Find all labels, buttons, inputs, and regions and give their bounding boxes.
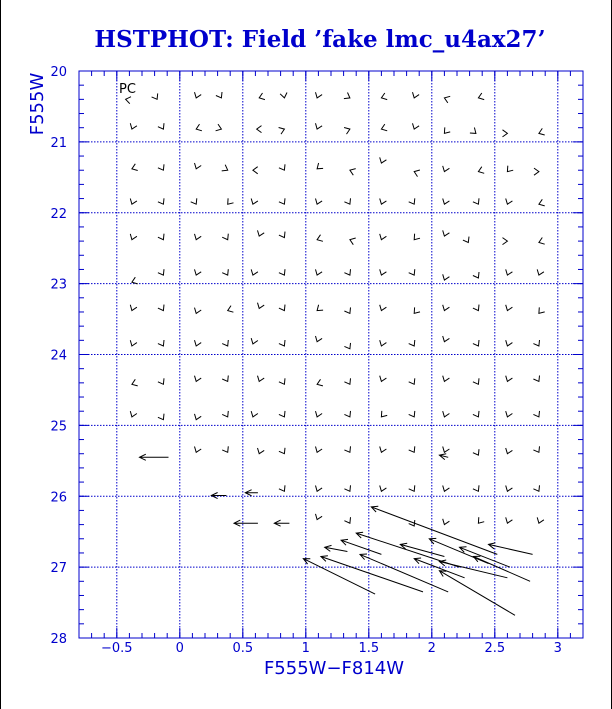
- vector-marker: [126, 97, 131, 104]
- vector-marker: [344, 343, 350, 349]
- vector-marker: [253, 167, 258, 174]
- vector-marker: [473, 411, 479, 417]
- vector-marker: [533, 411, 539, 417]
- grid-lines: [79, 71, 583, 638]
- y-tick-label: 22: [50, 206, 67, 222]
- vector-marker: [533, 446, 539, 452]
- vector-marker: [196, 124, 202, 131]
- vector-marker: [228, 306, 234, 313]
- vector-marker: [534, 168, 539, 175]
- vector-marker: [132, 379, 138, 386]
- vector-marker: [473, 198, 479, 204]
- vector-marker: [158, 198, 164, 204]
- y-tick-label: 25: [50, 419, 67, 435]
- vector-marker: [443, 305, 450, 311]
- offset-arrow: [356, 532, 459, 567]
- vector-marker: [409, 269, 415, 275]
- vector-marker: [506, 340, 513, 346]
- vector-marker: [132, 164, 138, 171]
- offset-arrow: [439, 560, 507, 578]
- vector-marker: [344, 198, 350, 204]
- offset-arrow: [140, 454, 169, 460]
- vector-marker: [316, 123, 323, 129]
- vector-marker: [216, 92, 222, 98]
- vector-marker: [279, 411, 285, 417]
- vector-marker: [251, 269, 258, 275]
- vector-marker: [158, 234, 164, 240]
- vector-marker: [506, 517, 513, 523]
- vector-marker: [533, 340, 539, 346]
- vector-marker: [195, 308, 202, 314]
- vector-marker: [317, 305, 323, 311]
- vector-marker: [350, 238, 356, 245]
- vector-marker: [380, 340, 387, 346]
- vector-marker: [380, 376, 387, 382]
- pc-annotation: PC: [119, 82, 136, 97]
- vector-marker: [195, 92, 202, 98]
- vector-marker: [222, 411, 228, 417]
- offset-arrow: [211, 493, 226, 499]
- vector-marker: [443, 519, 450, 525]
- vector-marker: [222, 269, 228, 275]
- vector-marker: [470, 128, 476, 134]
- x-tick-label: 2: [427, 641, 436, 656]
- vector-marker: [473, 305, 479, 311]
- vector-marker: [316, 199, 323, 205]
- vector-marker: [279, 485, 285, 491]
- vector-marker: [473, 449, 479, 455]
- vector-marker: [279, 340, 285, 346]
- y-axis-label: F555W: [27, 72, 48, 136]
- offset-arrow: [325, 545, 348, 551]
- vector-marker: [195, 414, 202, 420]
- y-tick-label: 24: [50, 348, 67, 364]
- vector-marker: [537, 269, 544, 275]
- vector-marker: [228, 198, 234, 204]
- vector-marker: [380, 157, 387, 163]
- vector-marker: [344, 269, 350, 275]
- vector-marker: [195, 163, 202, 169]
- vector-marker: [473, 378, 479, 384]
- vector-marker: [222, 165, 228, 171]
- offset-arrow: [234, 520, 258, 526]
- vector-marker: [132, 277, 138, 284]
- vector-marker: [251, 338, 258, 344]
- vector-marker: [350, 169, 356, 176]
- vector-marker: [158, 269, 164, 275]
- x-tick-label: 0: [175, 641, 184, 656]
- vector-marker: [409, 198, 415, 204]
- vector-marker: [279, 448, 285, 454]
- x-tick-label: −0.5: [101, 641, 133, 656]
- vector-marker: [443, 274, 450, 280]
- vector-marker: [444, 127, 450, 133]
- vector-marker: [216, 124, 222, 131]
- vector-marker: [478, 517, 484, 523]
- vector-marker: [539, 238, 545, 245]
- vector-marker: [158, 164, 164, 170]
- vector-marker: [130, 123, 137, 129]
- vector-marker: [279, 164, 285, 170]
- vector-marker: [380, 486, 387, 492]
- vector-marker: [443, 336, 450, 342]
- offset-arrow: [439, 454, 448, 460]
- vector-marker: [195, 234, 202, 240]
- vector-marker: [344, 446, 350, 452]
- vector-marker: [409, 485, 415, 491]
- vector-marker: [539, 128, 545, 135]
- vector-marker: [380, 199, 387, 205]
- vector-marker: [506, 305, 513, 311]
- y-tick-label: 20: [50, 65, 67, 80]
- x-tick-label: 2.5: [484, 641, 506, 656]
- vector-marker: [158, 340, 164, 346]
- vector-marker: [507, 166, 513, 172]
- vector-marker: [478, 93, 484, 100]
- vector-marker: [506, 448, 513, 454]
- vector-marker: [158, 414, 164, 420]
- vector-marker: [506, 269, 513, 275]
- vector-marker: [130, 199, 137, 205]
- vector-marker: [130, 234, 137, 240]
- vector-marker: [344, 307, 350, 313]
- vector-marker: [473, 272, 479, 278]
- vector-marker: [344, 128, 350, 135]
- vector-marker: [443, 230, 450, 236]
- vector-marker: [533, 376, 539, 382]
- offset-arrow: [473, 556, 530, 581]
- vector-marker: [344, 485, 350, 491]
- vector-marker: [195, 447, 202, 453]
- vector-marker: [222, 376, 228, 382]
- vector-marker: [380, 269, 387, 275]
- vector-marker: [381, 124, 387, 131]
- vector-marker: [443, 447, 450, 453]
- y-tick-label: 28: [50, 632, 67, 647]
- y-tick-label: 27: [50, 561, 67, 577]
- chart-title: HSTPHOT: Field ’fake lmc_u4ax27’: [94, 26, 546, 53]
- vector-marker: [537, 517, 544, 523]
- offset-arrow: [274, 520, 289, 526]
- vector-marker: [158, 305, 164, 311]
- vector-marker: [443, 411, 450, 417]
- vector-marker: [473, 340, 479, 346]
- vector-marker: [158, 123, 164, 129]
- vector-marker: [443, 486, 450, 492]
- vector-marker: [414, 170, 420, 177]
- vector-marker: [222, 340, 228, 346]
- vector-marker: [413, 123, 420, 129]
- vector-marker: [381, 411, 387, 417]
- vector-marker: [344, 93, 350, 99]
- vector-marker: [443, 199, 450, 205]
- vector-marker: [317, 163, 323, 169]
- offset-arrow: [341, 539, 381, 554]
- y-tick-label: 26: [50, 490, 67, 506]
- vector-marker: [316, 514, 323, 520]
- vector-marker: [251, 199, 258, 205]
- vector-marker: [195, 376, 202, 382]
- vector-marker: [279, 198, 285, 204]
- y-tick-label: 21: [50, 135, 67, 151]
- vector-field-chart: [1, 0, 612, 709]
- vector-marker: [413, 92, 420, 98]
- vector-marker: [380, 305, 387, 311]
- vector-marker: [533, 485, 539, 491]
- vector-marker: [506, 376, 513, 382]
- vector-marker: [478, 167, 484, 174]
- vector-marker: [443, 376, 450, 382]
- vector-marker: [503, 238, 508, 245]
- vector-marker: [258, 376, 265, 382]
- vector-layer: [126, 92, 545, 615]
- vector-marker: [409, 340, 415, 346]
- vector-marker: [257, 126, 262, 133]
- offset-arrow: [371, 506, 497, 554]
- vector-marker: [130, 305, 137, 311]
- vector-marker: [279, 305, 285, 311]
- vector-marker: [222, 234, 228, 240]
- vector-marker: [381, 93, 387, 100]
- vector-marker: [344, 411, 350, 417]
- offset-arrow: [321, 556, 423, 592]
- vector-marker: [258, 230, 265, 236]
- vector-marker: [258, 303, 265, 309]
- x-tick-label: 1.5: [358, 641, 380, 656]
- vector-marker: [130, 340, 137, 346]
- vector-marker: [152, 93, 158, 99]
- vector-marker: [317, 235, 323, 242]
- vector-marker: [380, 234, 387, 240]
- vector-marker: [506, 411, 513, 417]
- vector-marker: [279, 128, 285, 135]
- x-tick-label: 0.5: [232, 641, 254, 656]
- vector-marker: [444, 96, 450, 103]
- vector-marker: [414, 307, 420, 313]
- vector-marker: [251, 411, 258, 417]
- vector-marker: [409, 378, 415, 384]
- x-tick-label: 1: [301, 641, 310, 656]
- vector-marker: [344, 378, 350, 384]
- vector-marker: [130, 411, 137, 417]
- vector-marker: [280, 93, 287, 98]
- vector-marker: [443, 166, 450, 172]
- vector-marker: [316, 336, 323, 342]
- x-tick-label: 3: [553, 641, 562, 656]
- vector-marker: [279, 269, 285, 275]
- vector-marker: [195, 340, 202, 346]
- vector-marker: [279, 378, 285, 384]
- vector-marker: [316, 92, 323, 98]
- vector-marker: [259, 93, 265, 100]
- offset-arrow: [245, 490, 258, 496]
- vector-marker: [316, 269, 323, 275]
- offset-arrow: [360, 554, 448, 592]
- vector-marker: [344, 517, 350, 523]
- vector-marker: [191, 198, 197, 204]
- x-axis-label: F555W−F814W: [263, 658, 405, 679]
- y-tick-label: 23: [50, 277, 67, 293]
- vector-marker: [506, 199, 513, 205]
- vector-marker: [222, 446, 228, 452]
- vector-marker: [539, 199, 545, 206]
- vector-marker: [158, 378, 164, 384]
- vector-marker: [316, 486, 323, 492]
- vector-marker: [409, 411, 415, 417]
- offset-arrow: [303, 559, 375, 595]
- vector-marker: [463, 237, 469, 243]
- vector-marker: [195, 269, 202, 275]
- vector-marker: [317, 379, 323, 386]
- vector-marker: [409, 446, 415, 452]
- vector-marker: [316, 411, 323, 417]
- vector-marker: [258, 448, 265, 454]
- vector-marker: [316, 447, 323, 453]
- vector-marker: [279, 232, 285, 238]
- vector-marker: [414, 234, 420, 240]
- vector-marker: [473, 485, 479, 491]
- vector-marker: [380, 447, 387, 453]
- vector-marker: [503, 130, 508, 137]
- vector-marker: [506, 486, 513, 492]
- vector-marker: [539, 307, 545, 313]
